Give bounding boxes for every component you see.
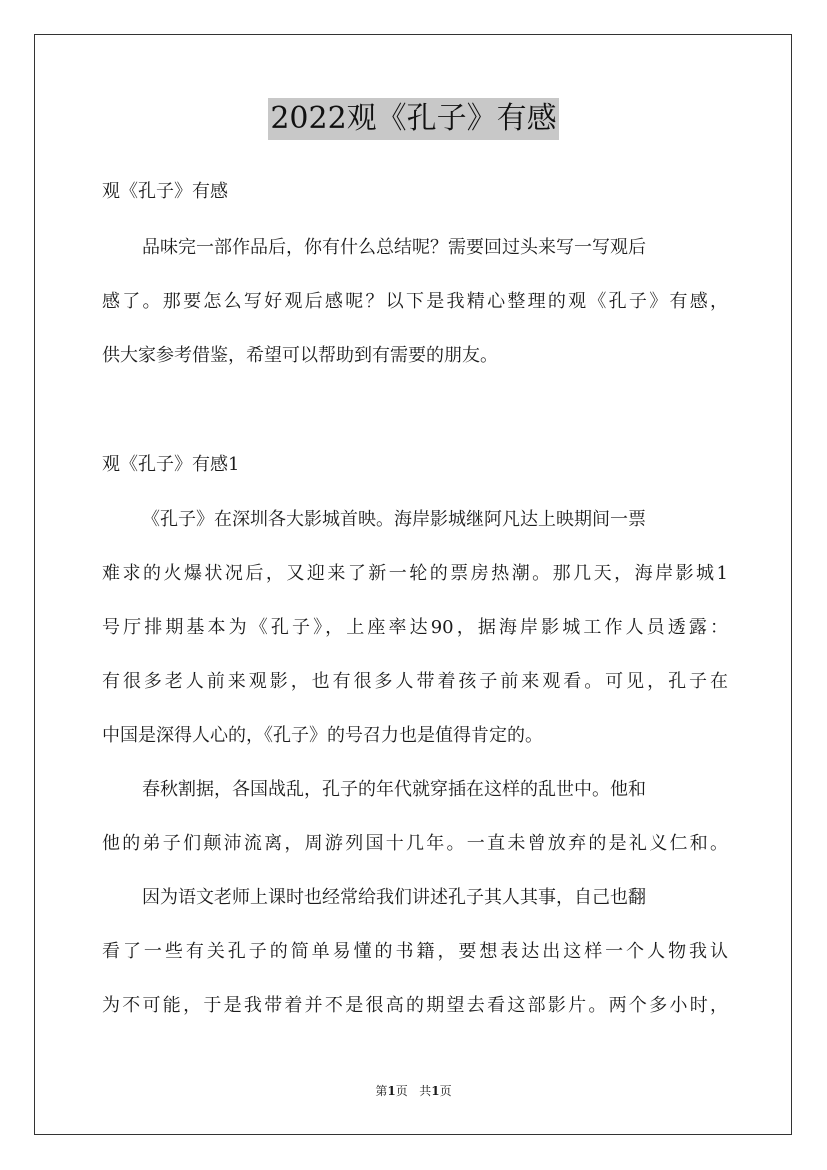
- paragraph1-line-5: 中国是深得人心的，《孔子》的号召力也是值得肯定的。: [102, 725, 543, 746]
- title-container: [0, 98, 827, 140]
- document-subtitle: 观《孔子》有感: [102, 181, 228, 202]
- paragraph1-line-2: 难求的火爆状况后，又迎来了新一轮的票房热潮。那几天，海岸影城1: [102, 563, 728, 584]
- paragraph3-line-3: 为不可能，于是我带着并不是很高的期望去看这部影片。两个多小时，: [102, 995, 728, 1016]
- intro-line-3: 供大家参考借鉴，希望可以帮助到有需要的朋友。: [102, 345, 498, 366]
- paragraph1-line-1: 《孔子》在深圳各大影城首映。海岸影城继阿凡达上映期间一票: [142, 509, 646, 530]
- footer-page-number: 1: [387, 1084, 396, 1098]
- paragraph2-line-1: 春秋割据，各国战乱，孔子的年代就穿插在这样的乱世中。他和: [142, 779, 646, 800]
- paragraph3-line-2: 看了一些有关孔子的简单易懂的书籍，要想表达出这样一个人物我认: [102, 941, 728, 962]
- footer-total-suffix: 页: [439, 1084, 452, 1098]
- intro-line-1: 品味完一部作品后，你有什么总结呢？需要回过头来写一写观后: [142, 237, 646, 258]
- paragraph2-line-2: 他的弟子们颠沛流离，周游列国十几年。一直未曾放弃的是礼义仁和。: [102, 833, 728, 854]
- paragraph1-line-4: 有很多老人前来观影，也有很多人带着孩子前来观看。可见，孔子在: [102, 671, 728, 692]
- footer-total-number: 1: [431, 1084, 440, 1098]
- paragraph3-line-1: 因为语文老师上课时也经常给我们讲述孔子其人其事，自己也翻: [142, 887, 646, 908]
- footer-total-prefix: 共: [419, 1084, 432, 1098]
- footer-page-prefix: 第: [375, 1084, 388, 1098]
- paragraph1-line-3: 号厅排期基本为《孔子》，上座率达90，据海岸影城工作人员透露：: [102, 617, 728, 638]
- document-title: 2022观《孔子》有感: [268, 98, 558, 140]
- section-heading: 观《孔子》有感1: [102, 454, 240, 475]
- page-footer: [0, 1082, 827, 1100]
- footer-page-suffix: 页: [395, 1084, 408, 1098]
- intro-line-2: 感了。那要怎么写好观后感呢？以下是我精心整理的观《孔子》有感，: [102, 291, 728, 312]
